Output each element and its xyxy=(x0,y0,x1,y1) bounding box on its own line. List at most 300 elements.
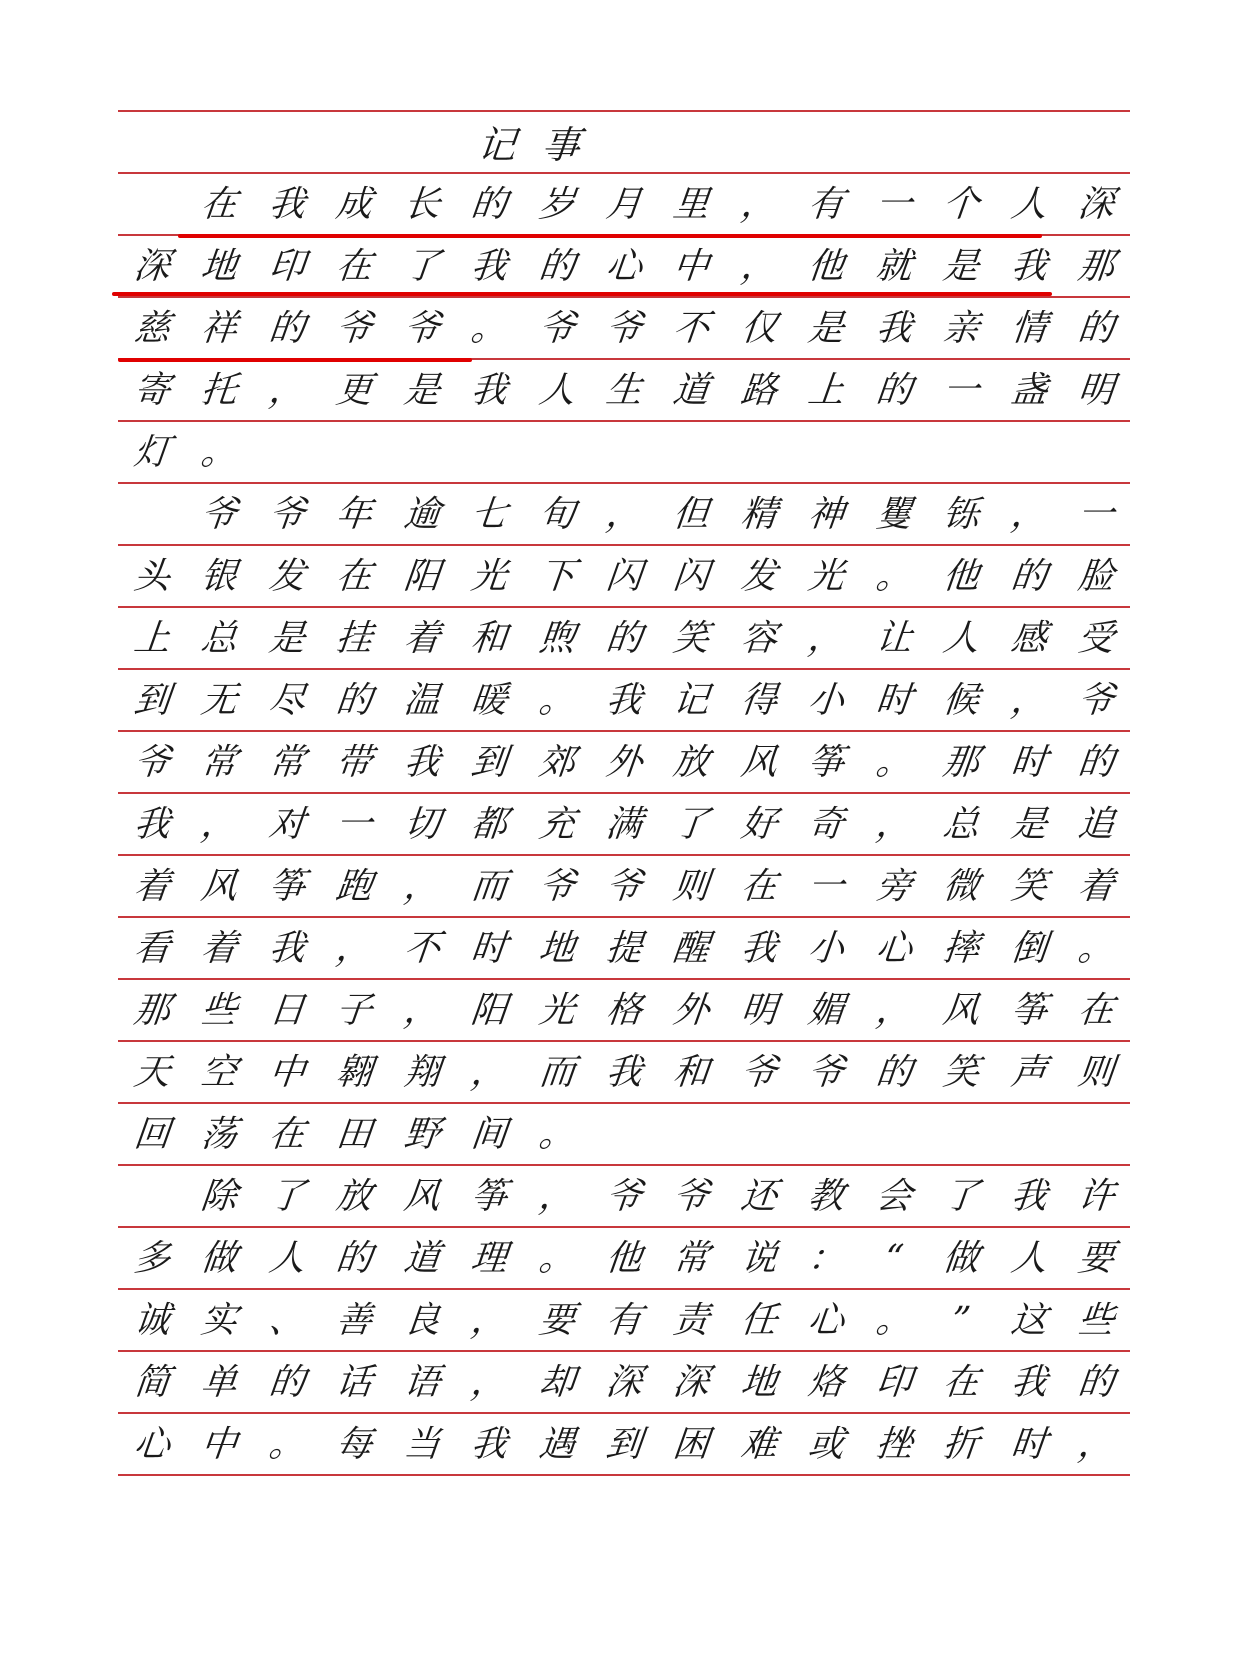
text-char: 矍 xyxy=(873,494,915,535)
ruled-line xyxy=(118,854,1130,856)
text-char: 光 xyxy=(806,556,847,597)
text-char: 了 xyxy=(671,804,712,845)
text-line xyxy=(118,736,1130,790)
text-char: 的 xyxy=(1076,308,1117,349)
text-char: 筝 xyxy=(266,866,307,907)
ruled-line xyxy=(118,482,1130,484)
text-char: 在 xyxy=(334,556,375,597)
text-line xyxy=(118,1356,1130,1410)
text-line xyxy=(118,364,1130,418)
text-char: 或 xyxy=(806,1424,847,1465)
text-char: 筝 xyxy=(468,1176,510,1217)
text-char: 不 xyxy=(671,308,712,349)
text-char: 。 xyxy=(536,680,577,721)
text-char: 爷 xyxy=(131,742,172,783)
text-char: 爷 xyxy=(266,494,307,535)
text-char: 光 xyxy=(468,556,510,597)
text-char: 的 xyxy=(603,618,645,659)
ruled-line xyxy=(118,668,1130,670)
text-char: 爷 xyxy=(334,308,375,349)
text-char: 外 xyxy=(671,990,712,1031)
text-char: ， xyxy=(873,804,915,845)
text-char: 田 xyxy=(334,1114,375,1155)
text-char: 放 xyxy=(334,1176,375,1217)
ruled-line xyxy=(118,1474,1130,1476)
text-char: 遇 xyxy=(536,1424,577,1465)
text-char: 好 xyxy=(738,804,780,845)
text-char: 他 xyxy=(603,1238,645,1279)
text-line xyxy=(118,302,1130,356)
text-char: 里 xyxy=(671,184,712,225)
text-char: 做 xyxy=(941,1238,982,1279)
text-char: 我 xyxy=(401,742,442,783)
text-char: ， xyxy=(738,246,780,287)
text-char: 挫 xyxy=(873,1424,915,1465)
text-char: 印 xyxy=(873,1362,915,1403)
text-char: 挂 xyxy=(334,618,375,659)
text-char: 发 xyxy=(738,556,780,597)
ruled-line xyxy=(118,172,1130,174)
text-char: ， xyxy=(873,990,915,1031)
text-char: 多 xyxy=(131,1238,172,1279)
text-char: 我 xyxy=(603,1052,645,1093)
text-char: 任 xyxy=(738,1300,780,1341)
text-char: 记 xyxy=(671,680,712,721)
text-char: 我 xyxy=(131,804,172,845)
text-char: 些 xyxy=(1076,1300,1117,1341)
text-char: 闪 xyxy=(671,556,712,597)
text-char: 发 xyxy=(266,556,307,597)
title-char: 事 xyxy=(539,123,583,167)
text-char: 路 xyxy=(738,370,780,411)
text-char: 要 xyxy=(1076,1238,1117,1279)
text-char: 心 xyxy=(131,1424,172,1465)
text-char: 追 xyxy=(1076,804,1117,845)
text-char: 和 xyxy=(671,1052,712,1093)
text-char: 爷 xyxy=(536,866,577,907)
text-char: 中 xyxy=(199,1424,240,1465)
text-line xyxy=(118,1046,1130,1100)
text-line xyxy=(118,984,1130,1038)
text-char: 风 xyxy=(199,866,240,907)
text-char: 年 xyxy=(334,494,375,535)
text-char: ， xyxy=(334,928,375,969)
text-char: 我 xyxy=(266,184,307,225)
text-char: 单 xyxy=(199,1362,240,1403)
text-char: 子 xyxy=(334,990,375,1031)
text-char: 我 xyxy=(873,308,915,349)
text-line xyxy=(118,612,1130,666)
text-char: 难 xyxy=(738,1424,780,1465)
ruled-line xyxy=(118,606,1130,608)
text-char: 神 xyxy=(806,494,847,535)
text-char: 当 xyxy=(401,1424,442,1465)
text-char: 而 xyxy=(468,866,510,907)
text-char: 有 xyxy=(806,184,847,225)
text-char: 空 xyxy=(199,1052,240,1093)
text-char: 回 xyxy=(131,1114,172,1155)
text-line xyxy=(118,674,1130,728)
text-line xyxy=(118,1108,1130,1162)
text-line xyxy=(118,860,1130,914)
text-char: 情 xyxy=(1008,308,1050,349)
text-char: 笑 xyxy=(941,1052,982,1093)
ruled-line xyxy=(118,1102,1130,1104)
text-char: 善 xyxy=(334,1300,375,1341)
text-char: 精 xyxy=(738,494,780,535)
ruled-line xyxy=(118,420,1130,422)
text-char: 爷 xyxy=(603,308,645,349)
text-char: 筝 xyxy=(806,742,847,783)
text-char: 七 xyxy=(468,494,510,535)
text-char: 小 xyxy=(806,680,847,721)
text-char: 人 xyxy=(1008,1238,1050,1279)
ruled-line xyxy=(118,1288,1130,1290)
text-char: 醒 xyxy=(671,928,712,969)
text-line xyxy=(118,1418,1130,1472)
ruled-line xyxy=(118,1412,1130,1414)
text-char: 人 xyxy=(536,370,577,411)
text-char: 满 xyxy=(603,804,645,845)
text-char: 更 xyxy=(334,370,375,411)
text-char: 爷 xyxy=(199,494,240,535)
title-row xyxy=(118,118,1130,172)
text-char: ， xyxy=(266,370,307,411)
text-char: 常 xyxy=(199,742,240,783)
text-char: 着 xyxy=(1076,866,1117,907)
text-char: 尽 xyxy=(266,680,307,721)
text-char: 托 xyxy=(199,370,240,411)
text-char: 他 xyxy=(941,556,982,597)
text-char: 奇 xyxy=(806,804,847,845)
text-char: 是 xyxy=(401,370,442,411)
ruled-line xyxy=(118,792,1130,794)
text-char: 会 xyxy=(873,1176,915,1217)
text-char: 但 xyxy=(671,494,712,535)
text-char: 感 xyxy=(1008,618,1050,659)
text-char: 温 xyxy=(401,680,442,721)
text-char: 中 xyxy=(671,246,712,287)
text-char: 总 xyxy=(941,804,982,845)
text-char: 上 xyxy=(131,618,172,659)
text-char: 媚 xyxy=(806,990,847,1031)
text-char: 这 xyxy=(1008,1300,1050,1341)
text-char: 实 xyxy=(199,1300,240,1341)
text-char: 下 xyxy=(536,556,577,597)
text-char: 了 xyxy=(941,1176,982,1217)
text-char: 。 xyxy=(873,1300,915,1341)
text-char: 。 xyxy=(468,308,510,349)
text-char: 摔 xyxy=(941,928,982,969)
text-char: 还 xyxy=(738,1176,780,1217)
text-char: 常 xyxy=(266,742,307,783)
text-char: 容 xyxy=(738,618,780,659)
text-char: 折 xyxy=(941,1424,982,1465)
text-char: 声 xyxy=(1008,1052,1050,1093)
text-char: 爷 xyxy=(603,866,645,907)
text-char: 的 xyxy=(873,1052,915,1093)
text-char: 在 xyxy=(1076,990,1117,1031)
text-char: 爷 xyxy=(738,1052,780,1093)
text-char: 中 xyxy=(266,1052,307,1093)
text-char: 灯 xyxy=(131,432,172,473)
text-char: 着 xyxy=(199,928,240,969)
text-char: 深 xyxy=(131,246,172,287)
text-char: 教 xyxy=(806,1176,847,1217)
text-char: 我 xyxy=(468,246,510,287)
text-char: 阳 xyxy=(468,990,510,1031)
ruled-line xyxy=(118,1040,1130,1042)
text-char: 时 xyxy=(468,928,510,969)
text-char: 爷 xyxy=(536,308,577,349)
text-char: 在 xyxy=(199,184,240,225)
red-underline xyxy=(118,358,472,362)
ruled-line xyxy=(118,110,1130,112)
text-char: 长 xyxy=(401,184,442,225)
text-char: 闪 xyxy=(603,556,645,597)
ruled-line xyxy=(118,978,1130,980)
text-char: 说 xyxy=(738,1238,780,1279)
text-char: 明 xyxy=(738,990,780,1031)
red-underline xyxy=(178,234,1042,238)
text-char: 上 xyxy=(806,370,847,411)
text-line xyxy=(118,240,1130,294)
text-char: 。 xyxy=(536,1114,577,1155)
text-char: 对 xyxy=(266,804,307,845)
text-char: 提 xyxy=(603,928,645,969)
text-char: 放 xyxy=(671,742,712,783)
text-char: ， xyxy=(401,866,442,907)
text-char: 慈 xyxy=(131,308,172,349)
text-char: 做 xyxy=(199,1238,240,1279)
text-char: 爷 xyxy=(806,1052,847,1093)
text-char: 小 xyxy=(806,928,847,969)
text-char: 道 xyxy=(401,1238,442,1279)
text-char: 切 xyxy=(401,804,442,845)
text-char: 着 xyxy=(401,618,442,659)
text-char: ， xyxy=(603,494,645,535)
title-char: 记 xyxy=(475,123,519,167)
text-char: 筝 xyxy=(1008,990,1050,1031)
text-char: 爷 xyxy=(603,1176,645,1217)
text-line xyxy=(118,178,1130,232)
text-char: 心 xyxy=(873,928,915,969)
text-char: 心 xyxy=(806,1300,847,1341)
text-char: 的 xyxy=(1076,1362,1117,1403)
text-char: 那 xyxy=(941,742,982,783)
text-char: 爷 xyxy=(1076,680,1117,721)
text-char: 祥 xyxy=(199,308,240,349)
text-char: 我 xyxy=(1008,246,1050,287)
text-char: 时 xyxy=(873,680,915,721)
text-char: 心 xyxy=(603,246,645,287)
text-char: ： xyxy=(806,1238,847,1279)
ruled-line xyxy=(118,1226,1130,1228)
text-line xyxy=(118,550,1130,604)
text-char: 那 xyxy=(131,990,172,1031)
text-char: 的 xyxy=(873,370,915,411)
text-line xyxy=(118,1232,1130,1286)
text-char: 仅 xyxy=(738,308,780,349)
text-char: 良 xyxy=(401,1300,442,1341)
text-char: 他 xyxy=(806,246,847,287)
text-char: 郊 xyxy=(536,742,577,783)
text-char: 寄 xyxy=(131,370,172,411)
text-char: 在 xyxy=(266,1114,307,1155)
text-char: 一 xyxy=(806,866,847,907)
text-char: 我 xyxy=(738,928,780,969)
text-char: 常 xyxy=(671,1238,712,1279)
text-line xyxy=(118,1170,1130,1224)
text-char: 除 xyxy=(199,1176,240,1217)
ruled-line xyxy=(118,296,1130,298)
ruled-line xyxy=(118,730,1130,732)
text-char: ， xyxy=(468,1300,510,1341)
text-char: 岁 xyxy=(536,184,577,225)
text-char: 风 xyxy=(941,990,982,1031)
text-char: 。 xyxy=(536,1238,577,1279)
text-char: 印 xyxy=(266,246,307,287)
text-char: 深 xyxy=(1076,184,1117,225)
text-char: 外 xyxy=(603,742,645,783)
text-char: 却 xyxy=(536,1362,577,1403)
text-char: 格 xyxy=(603,990,645,1031)
text-char: 。 xyxy=(266,1424,307,1465)
text-char: 盏 xyxy=(1008,370,1050,411)
text-char: 则 xyxy=(1076,1052,1117,1093)
text-line xyxy=(118,922,1130,976)
text-char: 的 xyxy=(1008,556,1050,597)
text-char: 在 xyxy=(738,866,780,907)
text-char: ， xyxy=(1008,680,1050,721)
text-char: 的 xyxy=(536,246,577,287)
text-char: 铄 xyxy=(941,494,982,535)
text-char: 理 xyxy=(468,1238,510,1279)
text-char: 话 xyxy=(334,1362,375,1403)
text-char: 日 xyxy=(266,990,307,1031)
ruled-line xyxy=(118,916,1130,918)
text-line xyxy=(118,1294,1130,1348)
text-char: 的 xyxy=(1076,742,1117,783)
text-char: 爷 xyxy=(671,1176,712,1217)
text-char: 一 xyxy=(941,370,982,411)
text-char: 受 xyxy=(1076,618,1117,659)
text-char: 地 xyxy=(536,928,577,969)
text-char: 人 xyxy=(266,1238,307,1279)
text-char: ， xyxy=(536,1176,577,1217)
text-char: 是 xyxy=(266,618,307,659)
text-char: 野 xyxy=(401,1114,442,1155)
text-char: 地 xyxy=(199,246,240,287)
text-char: ， xyxy=(738,184,780,225)
text-char: 看 xyxy=(131,928,172,969)
text-char: 道 xyxy=(671,370,712,411)
text-char: 我 xyxy=(603,680,645,721)
text-char: 笑 xyxy=(1008,866,1050,907)
text-char: 我 xyxy=(468,370,510,411)
text-char: 个 xyxy=(941,184,982,225)
text-char: 旬 xyxy=(536,494,577,535)
text-char: 暖 xyxy=(468,680,510,721)
text-char: 是 xyxy=(941,246,982,287)
text-char: ， xyxy=(1008,494,1050,535)
text-char: “ xyxy=(882,1238,906,1279)
text-char: 微 xyxy=(941,866,982,907)
text-char: 风 xyxy=(401,1176,442,1217)
text-char: 地 xyxy=(738,1362,780,1403)
text-char: 烙 xyxy=(806,1362,847,1403)
text-char: 旁 xyxy=(873,866,915,907)
text-char: 月 xyxy=(603,184,645,225)
text-char: 我 xyxy=(468,1424,510,1465)
text-char: 人 xyxy=(1008,184,1050,225)
text-char: 时 xyxy=(1008,742,1050,783)
text-char: 风 xyxy=(738,742,780,783)
text-char: 是 xyxy=(806,308,847,349)
text-char: 的 xyxy=(334,1238,375,1279)
text-char: 无 xyxy=(199,680,240,721)
text-char: 困 xyxy=(671,1424,712,1465)
text-char: 的 xyxy=(468,184,510,225)
text-char: 到 xyxy=(468,742,510,783)
text-line xyxy=(118,488,1130,542)
text-char: 则 xyxy=(671,866,712,907)
text-line xyxy=(118,798,1130,852)
text-char: 不 xyxy=(401,928,442,969)
text-char: 的 xyxy=(266,1362,307,1403)
text-char: 人 xyxy=(941,618,982,659)
text-char: 诚 xyxy=(131,1300,172,1341)
text-char: 语 xyxy=(401,1362,442,1403)
text-char: 亲 xyxy=(941,308,982,349)
text-char: 责 xyxy=(671,1300,712,1341)
text-char: 一 xyxy=(873,184,915,225)
text-char: 时 xyxy=(1008,1424,1050,1465)
text-char: 的 xyxy=(266,308,307,349)
text-char: 。 xyxy=(873,742,915,783)
red-underline xyxy=(112,292,1052,296)
text-char: 荡 xyxy=(199,1114,240,1155)
text-char: 和 xyxy=(468,618,510,659)
text-char: 一 xyxy=(1076,494,1117,535)
text-char: ， xyxy=(468,1052,510,1093)
text-char: ， xyxy=(806,618,847,659)
text-char: 煦 xyxy=(536,618,577,659)
text-char: 到 xyxy=(603,1424,645,1465)
text-char: 成 xyxy=(334,184,375,225)
text-char: 阳 xyxy=(401,556,442,597)
text-char: 我 xyxy=(266,928,307,969)
text-char: 了 xyxy=(266,1176,307,1217)
text-char: 充 xyxy=(536,804,577,845)
text-char: 翔 xyxy=(401,1052,442,1093)
text-char: 要 xyxy=(536,1300,577,1341)
text-char: 许 xyxy=(1076,1176,1117,1217)
ruled-line xyxy=(118,544,1130,546)
text-char: 间 xyxy=(468,1114,510,1155)
text-char: 银 xyxy=(199,556,240,597)
text-char: 着 xyxy=(131,866,172,907)
text-char: 深 xyxy=(603,1362,645,1403)
text-char: 。 xyxy=(873,556,915,597)
text-char: 让 xyxy=(873,618,915,659)
text-char: 光 xyxy=(536,990,577,1031)
text-char: 跑 xyxy=(334,866,375,907)
text-char: 翱 xyxy=(334,1052,375,1093)
text-char: 有 xyxy=(603,1300,645,1341)
text-char: 倒 xyxy=(1008,928,1050,969)
text-char: 而 xyxy=(536,1052,577,1093)
